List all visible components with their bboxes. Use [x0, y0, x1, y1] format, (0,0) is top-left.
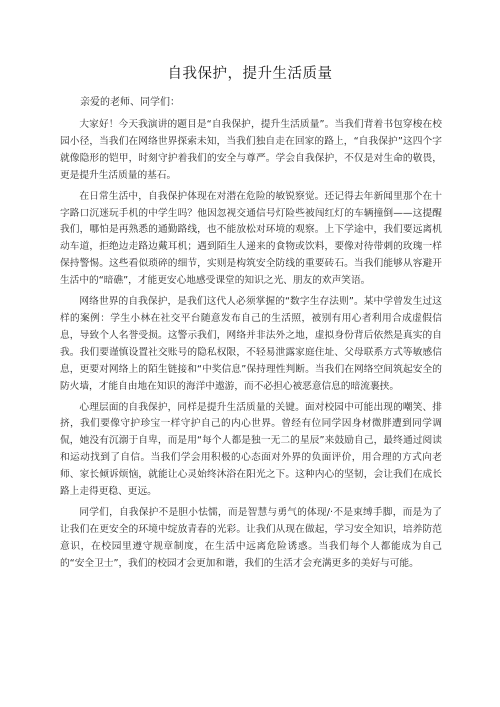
document-body — [60, 117, 442, 577]
salutation: 亲爱的老师、同学们： — [80, 97, 180, 108]
paragraph-1: 大家好！今天我演讲的题目是“自我保护，提升生活质量”。当我们背着书包穿梭在校园小径，当我们在网络世界探索未知，当我们独自走在回家的路上，“自我保护”这四个字就像隐形的铠甲，时刻守护着我们的安全与尊严。学会自我保护，不仅是对生命的敬畏，更是提升生活质量的基石。 — [60, 119, 442, 181]
paragraph-3: 网络世界的自我保护，是我们这代人必须掌握的“数字生存法则”。某中学曾发生过这样的案例：学生小林在社交平台随意发布自己的生活照，被别有用心者利用合成虚假信息，导致个人名誉受损。这警示我们，网络并非法外之地，虚拟身份背后依然是真实的自我。我们要谨慎设置社交账号的隐私权限，不轻易泄露家庭住址、父母联系方式等敏感信息，更要对网络上的陌生链接和“中奖信息”保持理性判断。当我们在网络空间筑起安全的防火墙，才能自由地在知识的海洋中遨游，而不必担心被恶意信息的暗流裹挟。 — [60, 296, 442, 392]
paragraph-2: 在日常生活中，自我保护体现在对潜在危险的敏锐察觉。还记得去年新闻里那个在十字路口沉迷玩手机的中学生吗？他因忽视交通信号灯险些被闯红灯的车辆撞倒——这提醒我们，哪怕是再熟悉的通勤路线，也不能放松对环境的观察。上下学途中，我们要远离机动车道，拒绝边走路边戴耳机；遇到陌生人递来的食物或饮料，要像对待带刺的玫瑰一样保持警惕。这些看似琐碎的细节，实则是构筑安全防线的重要砖石。当我们能够从容避开生活中的“暗礁”，才能更安心地感受课堂的知识之光、朋友的欢声笑语。 — [60, 190, 442, 287]
page-title: 自我保护，提升生活质量 — [167, 66, 333, 82]
paragraph-5: 同学们，自我保护不是胆小怯懦，而是智慧与勇气的体现/·不是束缚手脚，而是为了让我们在更安全的环境中绽放青春的光彩。让我们从现在做起，学习安全知识，培养防范意识，在校园里遵守规章制度，在生活中远离危险诱惑。当我们每个人都能成为自己的“安全卫士”，我们的校园才会更加和谐，我们的生活才会充满更多的美好与可能。 — [60, 506, 442, 569]
paragraph-4: 心理层面的自我保护，同样是提升生活质量的关键。面对校园中可能出现的嘲笑、排挤，我们要像守护珍宝一样守护自己的内心世界。曾经有位同学因身材微胖遭到同学调侃，她没有沉溺于自卑，而是用“每个人都是独一无二的星辰”来鼓励自己，最终通过阅读和运动找到了自信。当我们学会用积极的心态面对外界的负面评价，用合理的方式向老师、家长倾诉烦恼，就能让心灵始终沐浴在阳光之下。这种内心的坚韧，会让我们在成长路上走得更稳、更远。 — [60, 401, 442, 498]
